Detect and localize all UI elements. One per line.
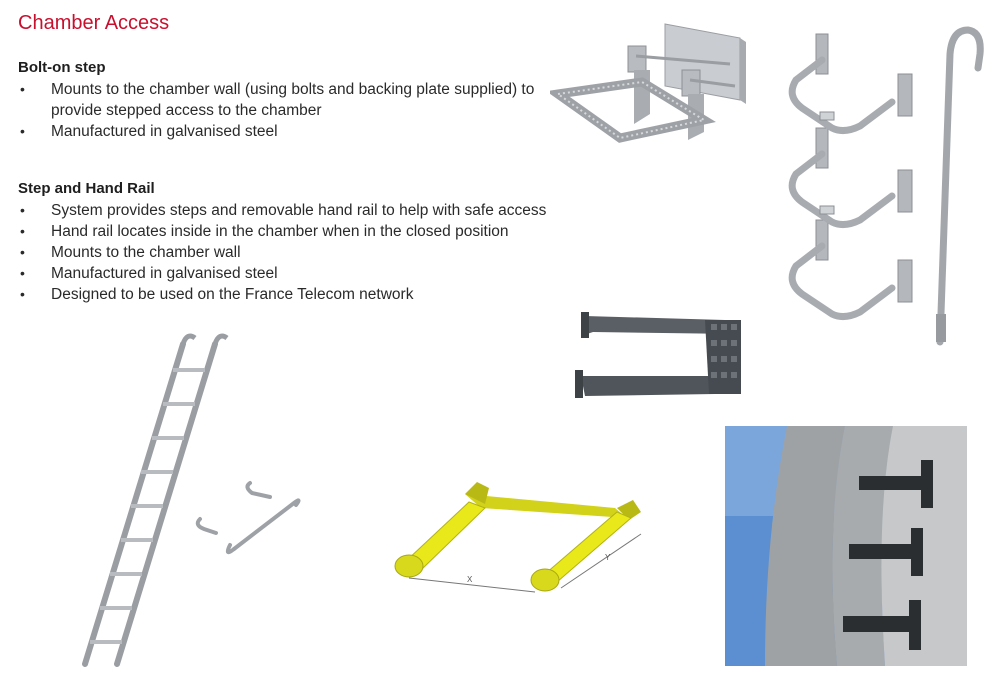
bullet-list [18,79,538,142]
dimension-x-label: X [467,575,473,584]
section-step-and-hand-rail [18,180,658,305]
list-item: • Manufactured in galvanised steel [18,263,658,284]
hooks-image [190,475,310,565]
chamber-photo-image [725,426,967,666]
page-title: Chamber Access [18,12,170,34]
section-bolt-on-step [18,59,538,142]
step-irons-image [780,30,920,330]
list-item: • Designed to be used on the France Telecom network [18,284,658,305]
dark-step-image [565,310,750,410]
yellow-step-image [385,478,650,593]
bolt-on-step-image [550,20,750,150]
dimension-y-label: Y [605,553,611,562]
list-item: • Mounts to the chamber wall (using bolts and backing plate supplied) to provide stepped access to the chamber [18,79,538,121]
list-item: • Hand rail locates inside in the chamber when in the closed position [18,221,658,242]
section-heading: Bolt-on step [18,59,106,76]
list-item: • Manufactured in galvanised steel [18,121,538,142]
list-item: • Mounts to the chamber wall [18,242,658,263]
bullet-list [18,200,658,305]
section-heading: Step and Hand Rail [18,180,155,197]
list-item: • System provides steps and removable hand rail to help with safe access [18,200,658,221]
hand-rail-image [920,24,990,349]
